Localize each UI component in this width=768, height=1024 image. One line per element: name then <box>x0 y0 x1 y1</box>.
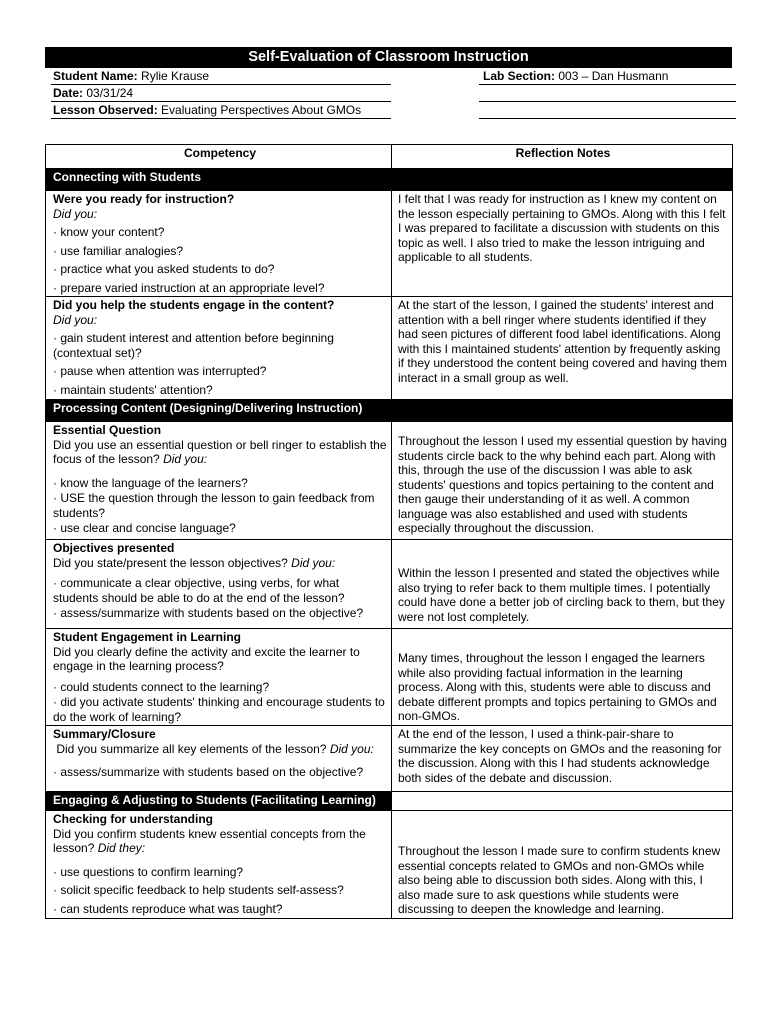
lab-section-label: Lab Section: <box>483 69 556 83</box>
bullet-item: · use clear and concise language? <box>53 521 236 535</box>
bullet-item: · use questions to confirm learning? <box>53 864 244 879</box>
table-row <box>46 811 733 919</box>
col-header-reflection: Reflection Notes <box>392 145 733 169</box>
prompt-italic: Did they: <box>97 841 146 855</box>
bullet-item: · assess/summarize with students based on the objective? <box>53 606 364 620</box>
reflection-cell: Throughout the lesson I used my essential question by having students circle back to the why behind each part. Along with this, through the use of the discussion I was able to ask students' questions and topics pertaining to the content and then gauge their understanding of it as well. A common language was also established and used with students especially throughout the discussion. <box>392 422 733 540</box>
reflection-cell: Within the lesson I presented and stated the objectives while also trying to refer back to them multiple times. I potentially could have done a better job of circling back to them, but they were not lost completely. <box>392 540 733 629</box>
section-blank-cell <box>392 792 733 811</box>
question-title: Essential Question <box>53 423 162 437</box>
competency-cell <box>46 811 392 919</box>
document-page <box>45 47 732 916</box>
question-prompt <box>53 742 387 757</box>
table-row <box>46 297 733 400</box>
competency-cell <box>46 191 392 297</box>
bullet-item: · communicate a clear objective, using verbs, for what students should be able to do at the end of the lesson? <box>53 576 345 605</box>
bullet-item: · did you activate students' thinking and encourage students to do the work of learning? <box>53 695 385 724</box>
question-prompt: Did you clearly define the activity and excite the learner to engage in the learning process? <box>53 644 360 673</box>
info-row-1 <box>45 68 732 85</box>
bullet-item: · know your content? <box>53 225 165 239</box>
section-title: Processing Content (Designing/Delivering Instruction) <box>46 400 733 422</box>
prompt-text: Did you summarize all key elements of the lesson? <box>56 741 327 756</box>
bullet-item: · maintain students' attention? <box>53 382 213 397</box>
section-title: Engaging & Adjusting to Students (Facilitating Learning) <box>46 792 392 811</box>
reflection-cell: Throughout the lesson I made sure to confirm students knew essential concepts related to GMOs and non-GMOs while also being able to discussion both sides. Along with this, I also made sure to ask questions while students were discussing to deepen the knowledge and learning. <box>392 811 733 919</box>
info-row-2 <box>45 85 732 102</box>
table-row <box>46 191 733 297</box>
question-title: Were you ready for instruction? <box>53 192 235 206</box>
lab-section-field <box>479 68 736 85</box>
question-prompt <box>53 556 387 571</box>
student-name-value: Rylie Krause <box>141 69 210 83</box>
question-title: Objectives presented <box>53 541 175 555</box>
bullet-item: · pause when attention was interrupted? <box>53 364 267 378</box>
bullet-item: · USE the question through the lesson to gain feedback from students? <box>53 491 375 520</box>
lab-section-value: 003 – Dan Husmann <box>558 69 669 83</box>
bullet-item: · use familiar analogies? <box>53 243 184 258</box>
bullet-item: · know the language of the learners? <box>53 475 248 490</box>
table-header-row <box>46 145 733 169</box>
table-row <box>46 726 733 792</box>
prompt-text: Did you use an essential question or bell ringer to establish the focus of the lesson? <box>53 437 387 466</box>
bullet-item: · solicit specific feedback to help students self-assess? <box>53 883 344 897</box>
prompt-text: Did you state/present the lesson objectives? <box>53 555 288 570</box>
prompt-italic: Did you: <box>163 452 208 466</box>
table-row <box>46 422 733 540</box>
bullet-item: · assess/summarize with students based on the objective? <box>53 765 364 779</box>
section-title: Connecting with Students <box>46 169 733 191</box>
blank-line-2 <box>479 102 736 119</box>
question-title: Checking for understanding <box>53 812 214 826</box>
section-row <box>46 400 733 422</box>
reflection-cell: At the end of the lesson, I used a think-pair-share to summarize the key concepts on GMOs and the reasoning for the discussion. Along with this I had students acknowledge both sides of the debate and discussion. <box>392 726 733 792</box>
question-title: Student Engagement in Learning <box>53 630 242 644</box>
reflection-cell: At the start of the lesson, I gained the students' interest and attention with a bell ringer where students identified if they had seen pictures of different food label identifications. Along with this I maintained students' attention by frequently asking if they understood the content being covered and having them interact in a small group as well. <box>392 297 733 400</box>
student-name-field <box>51 68 391 85</box>
bullet-item: · can students reproduce what was taught? <box>53 901 283 916</box>
lesson-field <box>51 102 391 119</box>
competency-cell <box>46 540 392 629</box>
lesson-label: Lesson Observed: <box>53 103 158 117</box>
question-prompt: Did you: <box>53 312 98 327</box>
prompt-text: Did you confirm students knew essential concepts from the lesson? <box>53 826 366 855</box>
col-header-competency: Competency <box>46 145 392 169</box>
competency-cell <box>46 297 392 400</box>
competency-cell <box>46 726 392 792</box>
bullet-item: · practice what you asked students to do? <box>53 262 275 276</box>
prompt-italic: Did you: <box>329 741 374 756</box>
question-title: Summary/Closure <box>53 727 156 741</box>
reflection-cell: I felt that I was ready for instruction as I knew my content on the lesson especially pertaining to GMOs. Along with this I felt I was prepared to facilitate a discussion with students on this topic as well. I also tried to make the lesson intriguing and applicable to all students. <box>392 191 733 297</box>
question-prompt <box>53 438 387 467</box>
blank-line-1 <box>479 85 736 102</box>
prompt-italic: Did you: <box>291 555 336 570</box>
date-field <box>51 85 391 102</box>
info-row-3 <box>45 102 732 119</box>
question-prompt: Did you: <box>53 206 98 221</box>
competency-cell <box>46 422 392 540</box>
section-row <box>46 169 733 191</box>
date-label: Date: <box>53 86 84 100</box>
student-name-label: Student Name: <box>53 69 138 83</box>
question-title: Did you help the students engage in the content? <box>53 298 335 312</box>
question-prompt <box>53 827 387 856</box>
evaluation-table <box>45 144 733 919</box>
document-title: Self-Evaluation of Classroom Instruction <box>45 47 732 68</box>
table-row <box>46 540 733 629</box>
reflection-cell: Many times, throughout the lesson I engaged the learners while also providing factual information in the learning process. Along with this, students were able to discuss and debate different prompts and topics pertaining to GMOs and non-GMOs. <box>392 629 733 726</box>
table-row <box>46 629 733 726</box>
bullet-item: · could students connect to the learning? <box>53 679 270 694</box>
bullet-item: · prepare varied instruction at an appropriate level? <box>53 280 325 295</box>
lesson-value: Evaluating Perspectives About GMOs <box>161 103 362 117</box>
section-row <box>46 792 733 811</box>
date-value: 03/31/24 <box>86 86 134 100</box>
competency-cell <box>46 629 392 726</box>
bullet-item: · gain student interest and attention before beginning (contextual set)? <box>53 331 334 360</box>
